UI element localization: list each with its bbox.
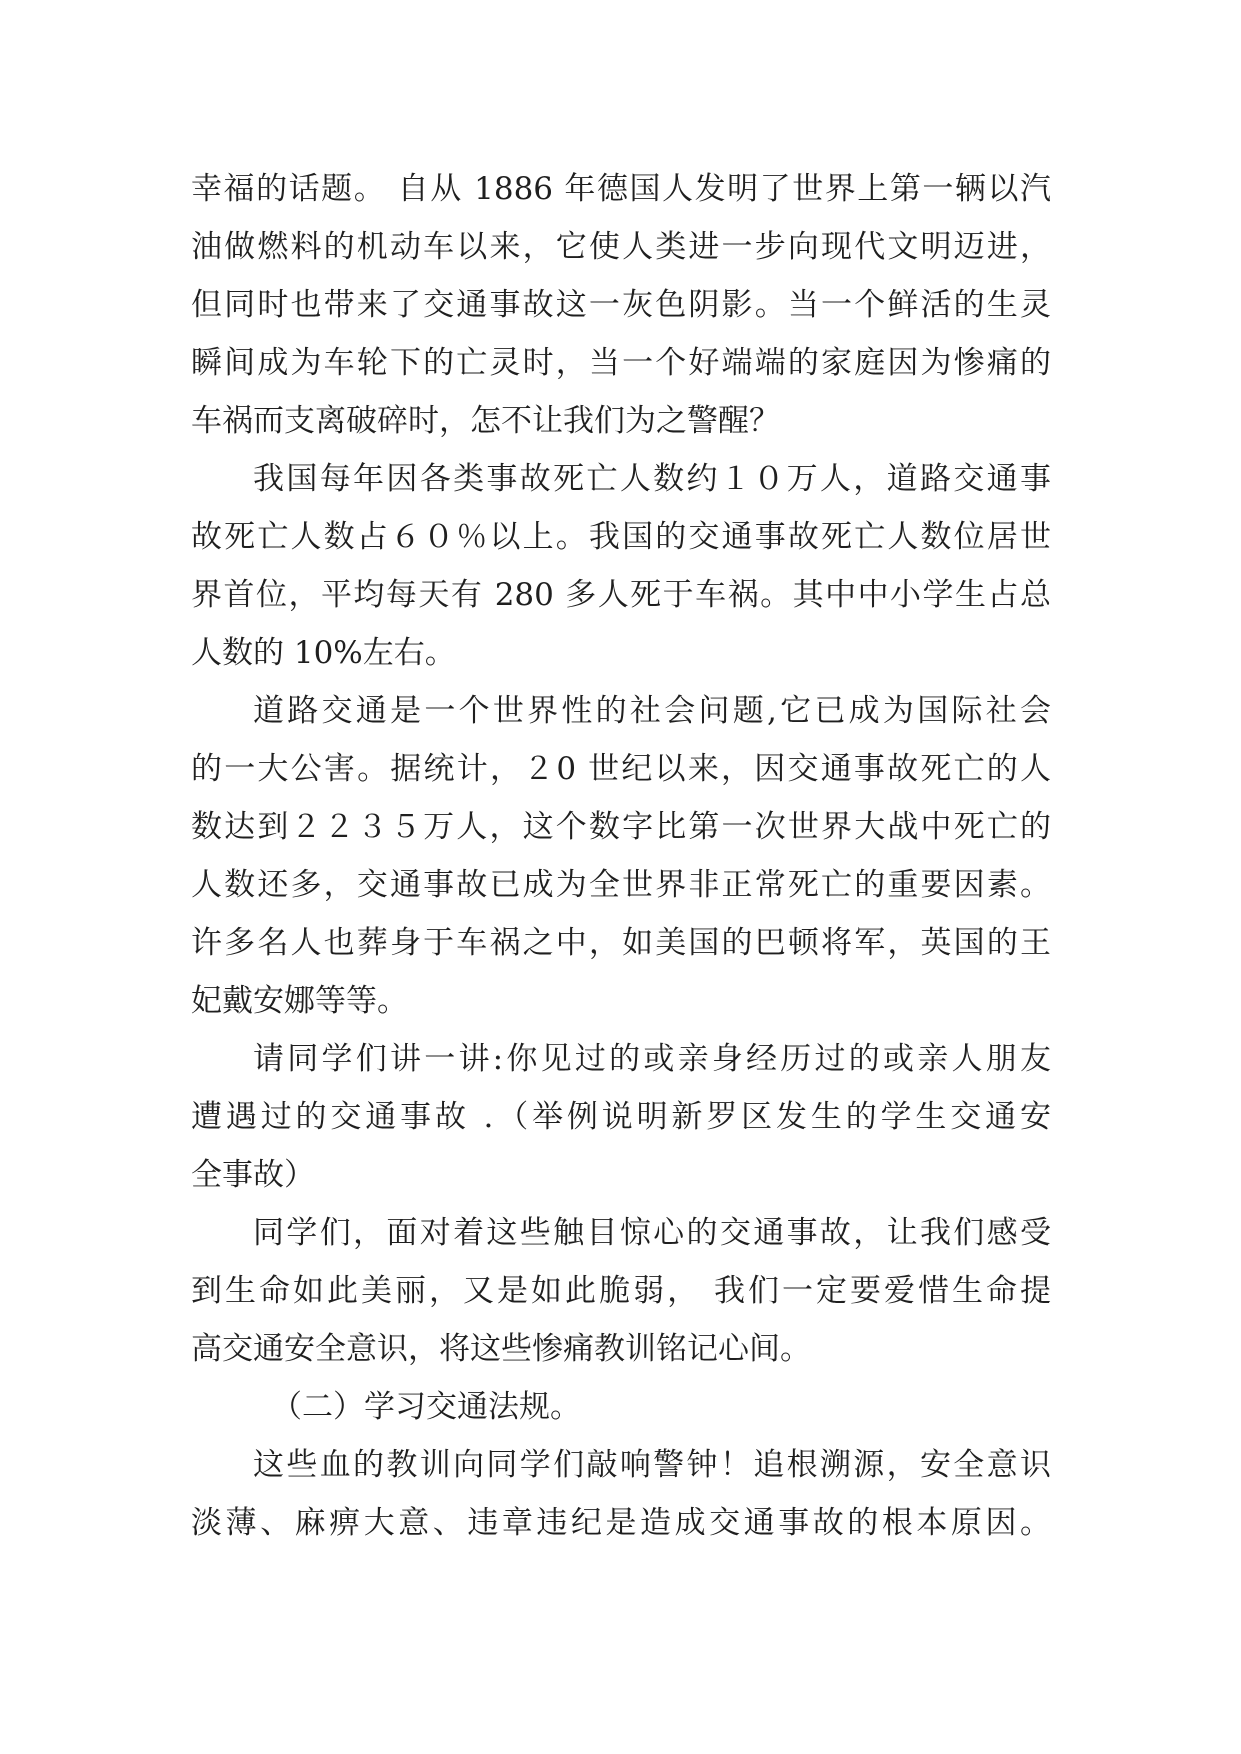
- text-line: 人数还多，交通事故已成为全世界非正常死亡的重要因素。: [191, 867, 1051, 903]
- text-line: 许多名人也葬身于车祸之中，如美国的巴顿将军，英国的王: [191, 925, 1051, 961]
- text-line: 界首位，平均每天有 280 多人死于车祸。其中中小学生占总: [191, 577, 1051, 613]
- document-body: [191, 160, 1051, 1552]
- text-line: 高交通安全意识，将这些惨痛教训铭记心间。: [191, 1331, 811, 1367]
- paragraph-first-line: 我国每年因各类事故死亡人数约１０万人，道路交通事: [253, 461, 1051, 497]
- text-line: 人数的 10%左右。: [191, 635, 456, 671]
- text-line: 但同时也带来了交通事故这一灰色阴影。当一个鲜活的生灵: [191, 287, 1051, 323]
- text-line: 油做燃料的机动车以来，它使人类进一步向现代文明迈进，: [191, 229, 1051, 265]
- text-line: 瞬间成为车轮下的亡灵时，当一个好端端的家庭因为惨痛的: [191, 345, 1051, 381]
- text-line: 遭遇过的交通事故 .（举例说明新罗区发生的学生交通安: [191, 1099, 1051, 1135]
- text-line: 幸福的话题。 自从 1886 年德国人发明了世界上第一辆以汽: [191, 171, 1051, 207]
- paragraph-first-line: 这些血的教训向同学们敲响警钟！追根溯源，安全意识: [253, 1447, 1051, 1483]
- paragraph-first-line: 同学们，面对着这些触目惊心的交通事故，让我们感受: [253, 1215, 1051, 1251]
- text-line: 数达到２２３５万人，这个数字比第一次世界大战中死亡的: [191, 809, 1051, 845]
- paragraph-first-line: 请同学们讲一讲:你见过的或亲身经历过的或亲人朋友: [253, 1041, 1051, 1077]
- text-line: 淡薄、麻痹大意、违章违纪是造成交通事故的根本原因。: [191, 1505, 1051, 1541]
- text-line: 故死亡人数占６０％以上。我国的交通事故死亡人数位居世: [191, 519, 1051, 555]
- text-line: 车祸而支离破碎时，怎不让我们为之警醒？: [191, 403, 780, 439]
- text-line: 全事故）: [191, 1157, 315, 1193]
- paragraph-first-line: 道路交通是一个世界性的社会问题,它已成为国际社会: [253, 693, 1051, 729]
- section-heading: （二）学习交通法规。: [271, 1389, 581, 1425]
- text-line: 到生命如此美丽，又是如此脆弱， 我们一定要爱惜生命提: [191, 1273, 1051, 1309]
- text-line: 妃戴安娜等等。: [191, 983, 408, 1019]
- text-line: 的一大公害。据统计，２0 世纪以来，因交通事故死亡的人: [191, 751, 1051, 787]
